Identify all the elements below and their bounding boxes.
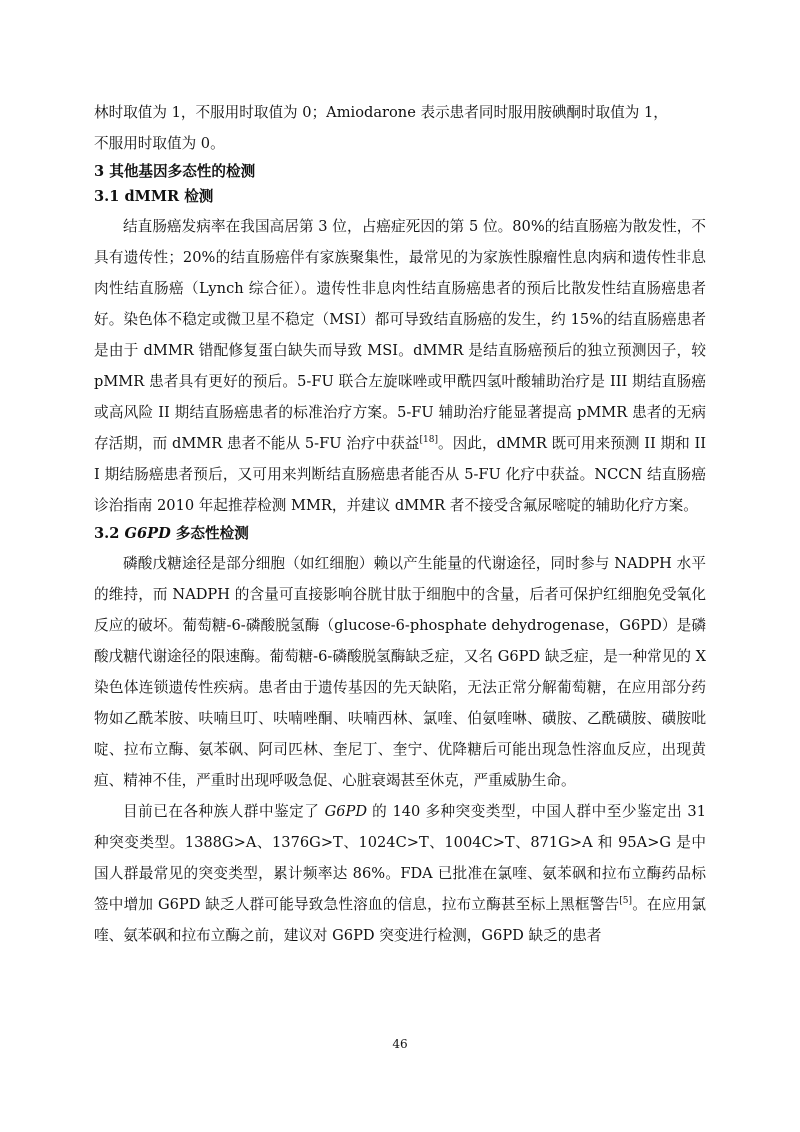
intro-line-1: 林时取值为 1，不服用时取值为 0；Amiodarone 表示患者同时服用胺碘酮时取值为 1， [94,104,668,121]
page-number: 46 [392,1037,408,1051]
intro-line-2: 不服用时取值为 0。 [94,135,225,152]
dmmr-text: 结直肠癌发病率在我国高居第 3 位，占癌症死因的第 5 位。80%的结直肠癌为散发性，不具有遗传性；20%的结直肠癌伴有家族聚集性，最常见的为家族性腺瘤性息肉病和遗传性非息肉性结直肠癌（Lynch 综合征）。遗传性非息肉性结直肠癌患者的预后比散发性结直肠癌患者好。染色体不稳定或微卫星不稳定（MSI）都可导致结直肠癌的发生，约 15%的结直肠癌患者是由于 dMMR 错配修复蛋白缺失而导致 MSI。dMMR 是结直肠癌预后的独立预测因子，较 pMMR 患者具有更好的预后。5-FU 联合左旋咪唑或甲酰四氢叶酸辅助治疗是 III 期结直肠癌或高风险 II 期结直肠癌患者的标准治疗方案。5-FU 辅助治疗能显著提高 pMMR 患者的无病存活期，而 dMMR 患者不能从 5-FU 治疗中获益 [94,218,706,452]
dmmr-paragraph [94,211,706,521]
g6pd-text-c: 。在应用氯喹、氨苯砜和拉布立酶之前，建议对 G6PD 突变进行检测，G6PD 缺乏的患者 [94,896,706,944]
dmmr-text-cont: 。因此，dMMR 既可用来预测 II 期和 III 期结肠癌患者预后，又可用来判断结直肠癌患者能否从 5-FU 化疗中获益。NCCN 结直肠癌诊治指南 2010 年起推荐检测 MMR，并建议 dMMR 者不接受含氟尿嘧啶的辅助化疗方案。 [94,435,706,514]
citation-18: [18] [419,435,438,445]
section-3-2-heading [94,521,706,546]
page-body [94,97,706,951]
citation-5: [5] [619,896,633,906]
g6pd-paragraph-1: 磷酸戊糖途径是部分细胞（如红细胞）赖以产生能量的代谢途径，同时参与 NADPH 水平的维持，而 NADPH 的含量可直接影响谷胱甘肽于细胞中的含量，后者可保护红细胞免受氧化反应的破坏。葡萄糖-6-磷酸脱氢酶（glucose-6-phosphate dehydrogenase，G6PD）是磷酸戊糖代谢途径的限速酶。葡萄糖-6-磷酸脱氢酶缺乏症，又名 G6PD 缺乏症，是一种常见的 X 染色体连锁遗传性疾病。患者由于遗传基因的先天缺陷，无法正常分解葡萄糖，在应用部分药物如乙酰苯胺、呋喃旦叮、呋喃唑酮、呋喃西林、氯喹、伯氨喹啉、磺胺、乙酰磺胺、磺胺吡啶、拉布立酶、氨苯砜、阿司匹林、奎尼丁、奎宁、优降糖后可能出现急性溶血反应，出现黄疸、精神不佳，严重时出现呼吸急促、心脏衰竭甚至休克，严重威胁生命。 [94,555,706,789]
intro-paragraph [94,97,706,159]
g6pd-text-a: 目前已在各种族人群中鉴定了 [123,803,325,820]
section-3-2-number: 3.2 [94,525,125,542]
g6pd-text-b: 的 140 多种突变类型，中国人群中至少鉴定出 31 种突变类型。1388G>A、1376G>T、1024C>T、1004C>T、871G>A 和 95A>G 是中国人群最常见的突变类型，累计频率达 86%。FDA 已批准在氯喹、氨苯砜和拉布立酶药品标签中增加 G6PD 缺乏人群可能导致急性溶血的信息，拉布立酶甚至标上黑框警告 [94,803,707,913]
gene-name-g6pd: G6PD [124,525,171,542]
g6pd-paragraph-2 [94,796,706,951]
section-3-heading: 3 其他基因多态性的检测 [94,163,256,180]
section-3-2-title: 多态性检测 [170,525,249,542]
gene-name-g6pd-inline: G6PD [324,803,368,820]
section-3-1-heading: 3.1 dMMR 检测 [94,188,214,205]
